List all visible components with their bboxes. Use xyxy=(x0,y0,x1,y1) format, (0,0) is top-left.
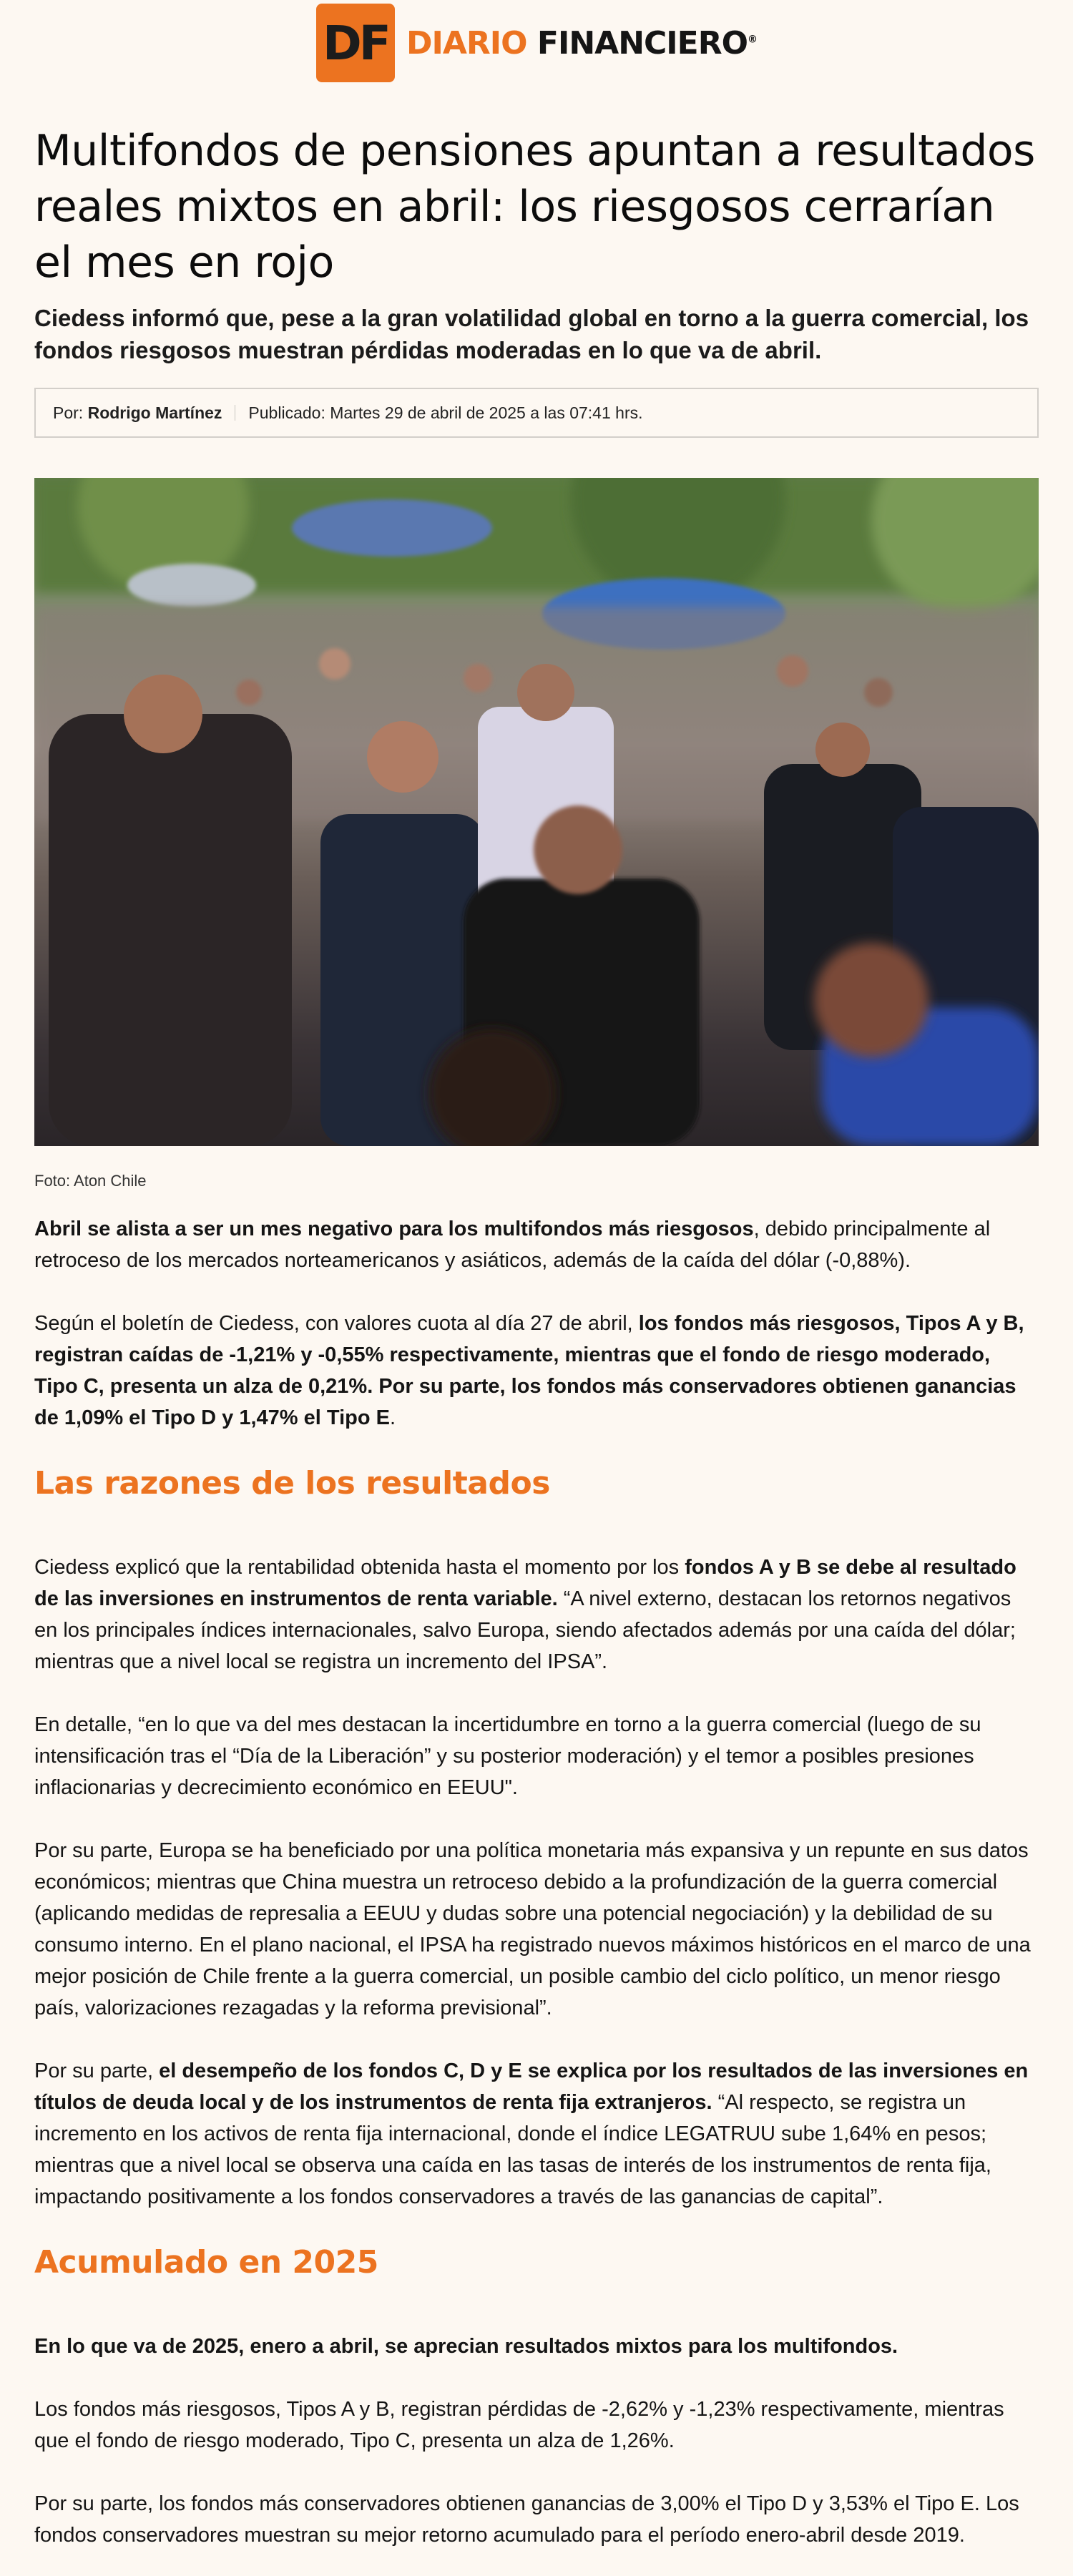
paragraph-6 xyxy=(34,2055,1039,2213)
author-name[interactable]: Rodrigo Martínez xyxy=(87,403,222,422)
paragraph-6-text: “Al respecto, se registra un incremento en los activos de renta fija internacional, donde el índice LEGATRUU sube 1,64% en pesos; mientras que a nivel local se observa una caída en las tasas de interés de los instrumentos de renta fija, impactando positivamente a los fondos conservadores a través de las ganancias de capital”. xyxy=(34,2091,991,2208)
byline-prefix: Por: xyxy=(53,403,84,422)
paragraph-4: En detalle, “en lo que va del mes destacan la incertidumbre en torno a la guerra comercial (luego de su intensificación tras el “Día de la Liberación” y su posterior moderación) y el temor a posibles presiones inflacionarias y decrecimiento económico en EEUU". xyxy=(34,1713,981,1799)
paragraph-3-start: Ciedess explicó que la rentabilidad obtenida hasta el momento por los xyxy=(34,1556,685,1579)
paragraph-8: Los fondos más riesgosos, Tipos A y B, registran pérdidas de -2,62% y -1,23% respectivamente, mientras que el fondo de riesgo moderado, Tipo C, presenta un alza de 1,26%. xyxy=(34,2398,1004,2452)
paragraph-2-start: Según el boletín de Ciedess, con valores cuota al día 27 de abril, xyxy=(34,1312,639,1335)
paragraph-1 xyxy=(34,1213,1039,1276)
logo-word-financiero: FINANCIERO xyxy=(536,24,748,62)
paragraph-2-end: . xyxy=(389,1406,396,1429)
site-header xyxy=(0,0,1073,86)
article-title: Multifondos de pensiones apuntan a resultados reales mixtos en abril: los riesgosos cerrarían el mes en rojo xyxy=(34,126,1035,288)
paragraph-3-bold: fondos A y B se debe al resultado de las inversiones en instrumentos de renta variable. xyxy=(34,1556,1016,1610)
section-heading-razones: Las razones de los resultados xyxy=(34,1465,550,1502)
logo-wordmark xyxy=(406,25,757,62)
article xyxy=(0,123,1073,2551)
paragraph-6-bold: el desempeño de los fondos C, D y E se explica por los resultados de las inversiones en títulos de deuda local y de los instrumentos de renta fija extranjeros. xyxy=(34,2060,1029,2114)
df-logo-mark: DF xyxy=(316,4,395,82)
paragraph-2-bold: los fondos más riesgosos, Tipos A y B, registran caídas de -1,21% y -0,55% respectivamente, mientras que el fondo de riesgo moderado, Tipo C, presenta un alza de 0,21%. Por su parte, los fondos más conservadores obtienen ganancias de 1,09% el Tipo D y 1,47% el Tipo E xyxy=(34,1312,1024,1429)
paragraph-3 xyxy=(34,1552,1039,1678)
paragraph-5: Por su parte, Europa se ha beneficiado por una política monetaria más expansiva y un repunte en sus datos económicos; mientras que China muestra un retroceso debido a la profundización de la guerra comercial (aplicando medidas de represalia a EEUU y dudas sobre una potencial negociación) y la debilidad de su consumo interno. En el plano nacional, el IPSA ha registrado nuevos máximos históricos en el marco de una mejor posición de Chile frente a la guerra comercial, un posible cambio del ciclo político, un menor riesgo país, valorizaciones rezagadas y la reforma previsional”. xyxy=(34,1839,1031,2019)
paragraph-3-text: “A nivel externo, destacan los retornos negativos en los principales índices internacionales, salvo Europa, siendo afectados además por una caída del dólar; mientras que a nivel local se registra un incremento del IPSA”. xyxy=(34,1587,1016,1673)
paragraph-1-bold: Abril se alista a ser un mes negativo para los multifondos más riesgosos xyxy=(34,1218,754,1240)
paragraph-9: Por su parte, los fondos más conservadores obtienen ganancias de 3,00% el Tipo D y 3,53% el Tipo E. Los fondos conservadores muestran su mejor retorno acumulado para el período enero-abril desde 2019. xyxy=(34,2492,1019,2547)
section-heading-acumulado: Acumulado en 2025 xyxy=(34,2244,378,2281)
byline xyxy=(34,388,1039,438)
trademark-symbol: ® xyxy=(748,33,758,45)
paragraph-1-text: , debido principalmente al retroceso de los mercados norteamericanos y asiáticos, además de la caída del dólar (-0,88%). xyxy=(34,1218,991,1272)
paragraph-7 xyxy=(34,2331,1039,2362)
paragraph-2 xyxy=(34,1308,1039,1434)
paragraph-7-bold: En lo que va de 2025, enero a abril, se aprecian resultados mixtos para los multifondos. xyxy=(34,2335,898,2358)
article-subtitle: Ciedess informó que, pese a la gran volatilidad global en torno a la guerra comercial, los fondos riesgosos muestran pérdidas moderadas en lo que va de abril. xyxy=(34,305,1029,363)
diario-financiero-logo[interactable] xyxy=(316,4,757,82)
article-photo xyxy=(34,478,1039,1146)
paragraph-6-start: Por su parte, xyxy=(34,2060,160,2082)
crowd-photo-illustration xyxy=(34,478,1039,1146)
publish-date: Publicado: Martes 29 de abril de 2025 a las 07:41 hrs. xyxy=(248,403,643,422)
photo-caption: Foto: Aton Chile xyxy=(34,1172,147,1190)
logo-word-diario: DIARIO xyxy=(406,24,527,62)
